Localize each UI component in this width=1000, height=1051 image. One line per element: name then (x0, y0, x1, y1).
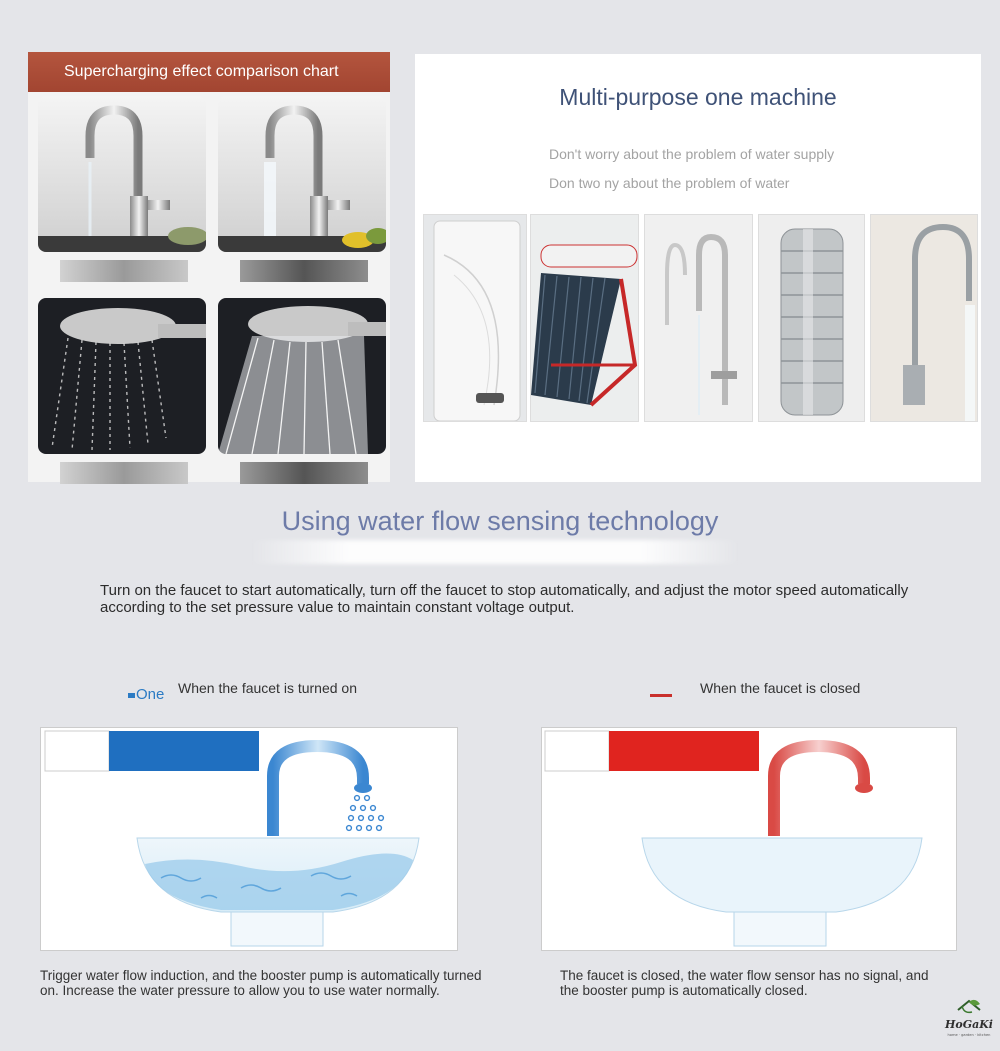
faucet-on-marker: One (128, 686, 164, 703)
pressure-bar-before (60, 260, 188, 282)
supercharging-comparison-panel (28, 52, 390, 482)
multi-purpose-line-2: Don two ny about the problem of water (549, 175, 790, 191)
water-heater-photo (423, 214, 527, 422)
sink-faucet-photo (870, 214, 978, 422)
headline-reflection (250, 540, 740, 564)
kitchen-faucet-photo (644, 214, 753, 422)
faucet-on-caption: Trigger water flow induction, and the booster pump is automatically turned on. Increase the water pressure to allow you to use water normally. (40, 968, 482, 998)
multi-purpose-title: Multi-purpose one machine (559, 84, 837, 110)
faucet-on-diagram (40, 727, 458, 951)
faucet-off-caption: The faucet is closed, the water flow sensor has no signal, and the booster pump is automatically closed. (560, 968, 929, 998)
technology-description: Turn on the faucet to start automatically, turn off the faucet to stop automatically, and adjust the motor speed automatically according to the set pressure value to maintain constant voltage output. (100, 582, 909, 616)
technology-headline: Using water flow sensing technology (281, 506, 719, 536)
pressure-bar-before-shower (60, 462, 188, 484)
shower-high-pressure-photo (218, 298, 386, 454)
solar-water-heater-photo (530, 214, 639, 422)
pressure-bar-after-shower (240, 462, 368, 484)
comparison-header: Supercharging effect comparison chart (28, 52, 390, 92)
svg-text:home · garden · kitchen: home · garden · kitchen (947, 1033, 991, 1037)
faucet-on-label: When the faucet is turned on (178, 680, 357, 696)
faucet-low-pressure-photo (38, 96, 206, 252)
brand-logo (942, 998, 997, 1042)
water-tank-photo (758, 214, 865, 422)
multi-purpose-line-1: Don't worry about the problem of water supply (549, 146, 835, 162)
pressure-bar-after (240, 260, 368, 282)
shower-low-pressure-photo (38, 298, 206, 454)
faucet-high-pressure-photo (218, 96, 386, 252)
svg-text:HoGaKi: HoGaKi (945, 1018, 993, 1031)
faucet-off-label: When the faucet is closed (700, 680, 861, 696)
multi-purpose-panel (415, 54, 981, 482)
faucet-off-diagram (541, 727, 957, 951)
faucet-off-marker (650, 694, 672, 697)
